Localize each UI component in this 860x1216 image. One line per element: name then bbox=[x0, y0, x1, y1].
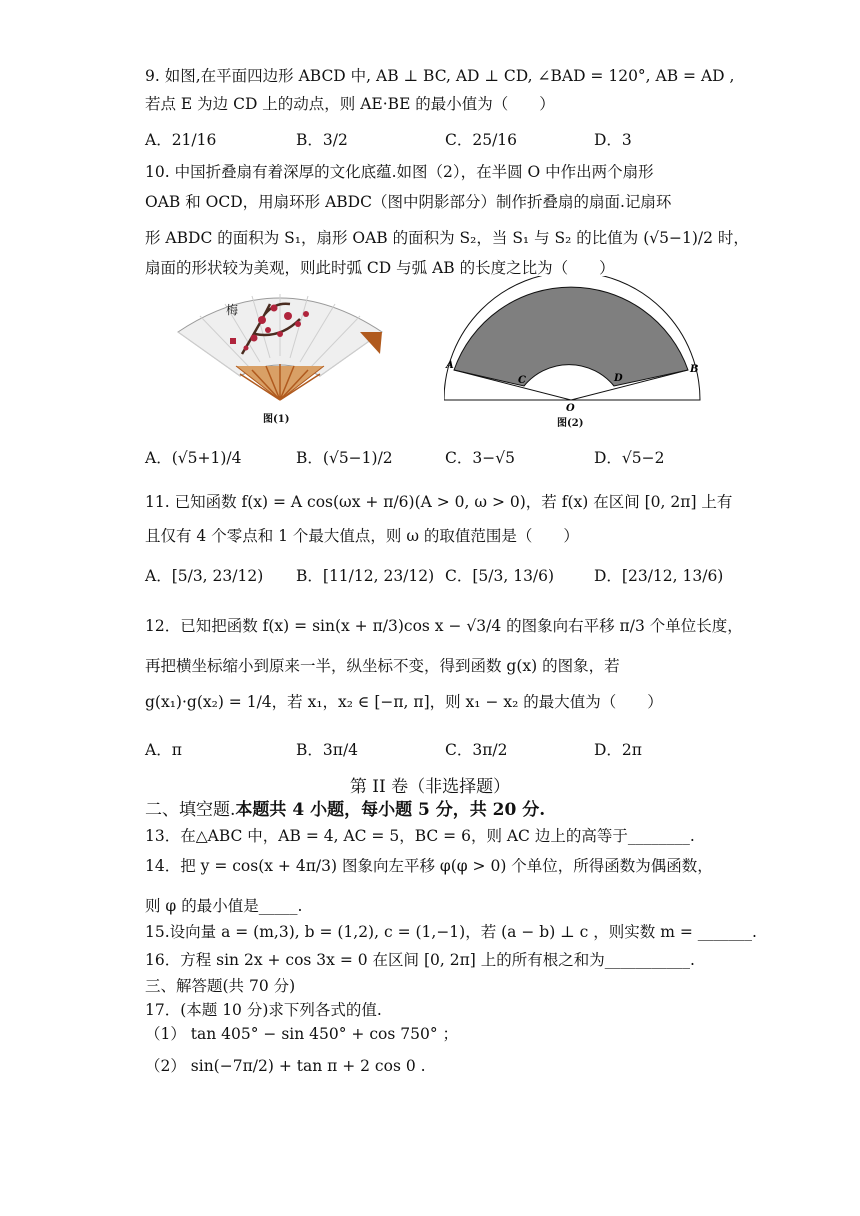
q9-option-d: D．3 bbox=[594, 131, 632, 149]
q10-option-c: C．3−√5 bbox=[445, 449, 515, 467]
q10-line4: 扇面的形状较为美观，则此时弧 CD 与弧 AB 的长度之比为（ ） bbox=[145, 259, 615, 277]
q17-part1: （1） tan 405° − sin 450° + cos 750° ； bbox=[145, 1025, 458, 1043]
q17-part2: （2） sin(−7π/2) + tan π + 2 cos 0 . bbox=[145, 1057, 426, 1075]
fig1-caption: 图(1) bbox=[263, 414, 290, 425]
point-d-label: D bbox=[614, 373, 623, 384]
section-2-heading bbox=[145, 800, 545, 820]
q14-line1: 14．把 y = cos(x + 4π/3) 图象向左平移 φ(φ > 0) 个单位，所得函数为偶函数， bbox=[145, 857, 713, 875]
fan-photo-figure bbox=[170, 284, 390, 424]
q15-line: 15.设向量 a = (m,3), b = (1,2), c = (1,−1)，若 (a − b) ⊥ c ，则实数 m = _______. bbox=[145, 923, 757, 941]
fan-illustration bbox=[170, 284, 390, 424]
q10-option-d: D．√5−2 bbox=[594, 449, 665, 467]
section-2-title: 第 II 卷（非选择题） bbox=[349, 777, 511, 797]
fig2-caption: 图(2) bbox=[557, 418, 584, 429]
q16-line: 16．方程 sin 2x + cos 3x = 0 在区间 [0, 2π] 上的所有根之和为___________. bbox=[145, 951, 695, 969]
q11-line2: 且仅有 4 个零点和 1 个最大值点，则 ω 的取值范围是（ ） bbox=[145, 527, 579, 545]
q17-line1: 17．(本题 10 分)求下列各式的值. bbox=[145, 1001, 382, 1019]
q12-option-a: A．π bbox=[145, 741, 182, 759]
q9-line2: 若点 E 为边 CD 上的动点，则 AE·BE 的最小值为（ ） bbox=[145, 95, 555, 113]
q9-line1: 9. 如图,在平面四边形 ABCD 中, AB ⊥ BC, AD ⊥ CD, ∠BAD = 120°, AB = AD , bbox=[145, 67, 735, 85]
q12-option-b: B．3π/4 bbox=[296, 741, 359, 759]
point-o-label: O bbox=[566, 403, 575, 414]
q12-line1: 12．已知把函数 f(x) = sin(x + π/3)cos x − √3/4 的图象向右平移 π/3 个单位长度， bbox=[145, 617, 743, 635]
q11-option-a: A．[5/3, 23/12) bbox=[145, 567, 264, 585]
q13-line: 13．在△ABC 中，AB = 4, AC = 5，BC = 6，则 AC 边上的高等于________. bbox=[145, 827, 695, 845]
sector-diagram bbox=[444, 276, 704, 426]
q12-line3: g(x₁)·g(x₂) = 1/4，若 x₁，x₂ ∈ [−π, π]，则 x₁ − x₂ 的最大值为（ ） bbox=[145, 693, 663, 711]
section-2-heading-bold: 本题共 4 小题，每小题 5 分，共 20 分. bbox=[235, 800, 546, 820]
q10-line3: 形 ABDC 的面积为 S₁，扇形 OAB 的面积为 S₂，当 S₁ 与 S₂ 的比值为 (√5−1)/2 时， bbox=[145, 229, 749, 247]
q12-line2: 再把横坐标缩小到原来一半，纵坐标不变，得到函数 g(x) 的图象，若 bbox=[145, 657, 620, 675]
q12-option-c: C．3π/2 bbox=[445, 741, 508, 759]
point-c-label: C bbox=[518, 375, 526, 386]
q10-line2: OAB 和 OCD，用扇环形 ABDC（图中阴影部分）制作折叠扇的扇面.记扇环 bbox=[145, 193, 672, 211]
q14-line2: 则 φ 的最小值是_____. bbox=[145, 897, 303, 915]
q12-option-d: D．2π bbox=[594, 741, 642, 759]
q9-option-a: A．21/16 bbox=[145, 131, 217, 149]
q9-option-b: B．3/2 bbox=[296, 131, 348, 149]
point-a-label: A bbox=[446, 360, 454, 371]
point-b-label: B bbox=[690, 364, 699, 375]
section-2-heading-plain: 二、填空题. bbox=[145, 800, 236, 820]
q10-option-a: A．(√5+1)/4 bbox=[145, 449, 242, 467]
q10-line1: 10. 中国折叠扇有着深厚的文化底蕴.如图（2），在半圆 O 中作出两个扇形 bbox=[145, 163, 654, 181]
sector-diagram-figure bbox=[444, 276, 704, 429]
section-3-heading: 三、解答题(共 70 分) bbox=[145, 977, 296, 995]
q9-option-c: C．25/16 bbox=[445, 131, 518, 149]
q11-line1: 11. 已知函数 f(x) = A cos(ωx + π/6)(A > 0, ω > 0)，若 f(x) 在区间 [0, 2π] 上有 bbox=[145, 493, 733, 511]
q11-option-c: C．[5/3, 13/6) bbox=[445, 567, 555, 585]
q11-option-d: D．[23/12, 13/6) bbox=[594, 567, 724, 585]
fan-calligraphy-char: 梅 bbox=[226, 303, 239, 317]
q10-option-b: B．(√5−1)/2 bbox=[296, 449, 393, 467]
q11-option-b: B．[11/12, 23/12) bbox=[296, 567, 435, 585]
